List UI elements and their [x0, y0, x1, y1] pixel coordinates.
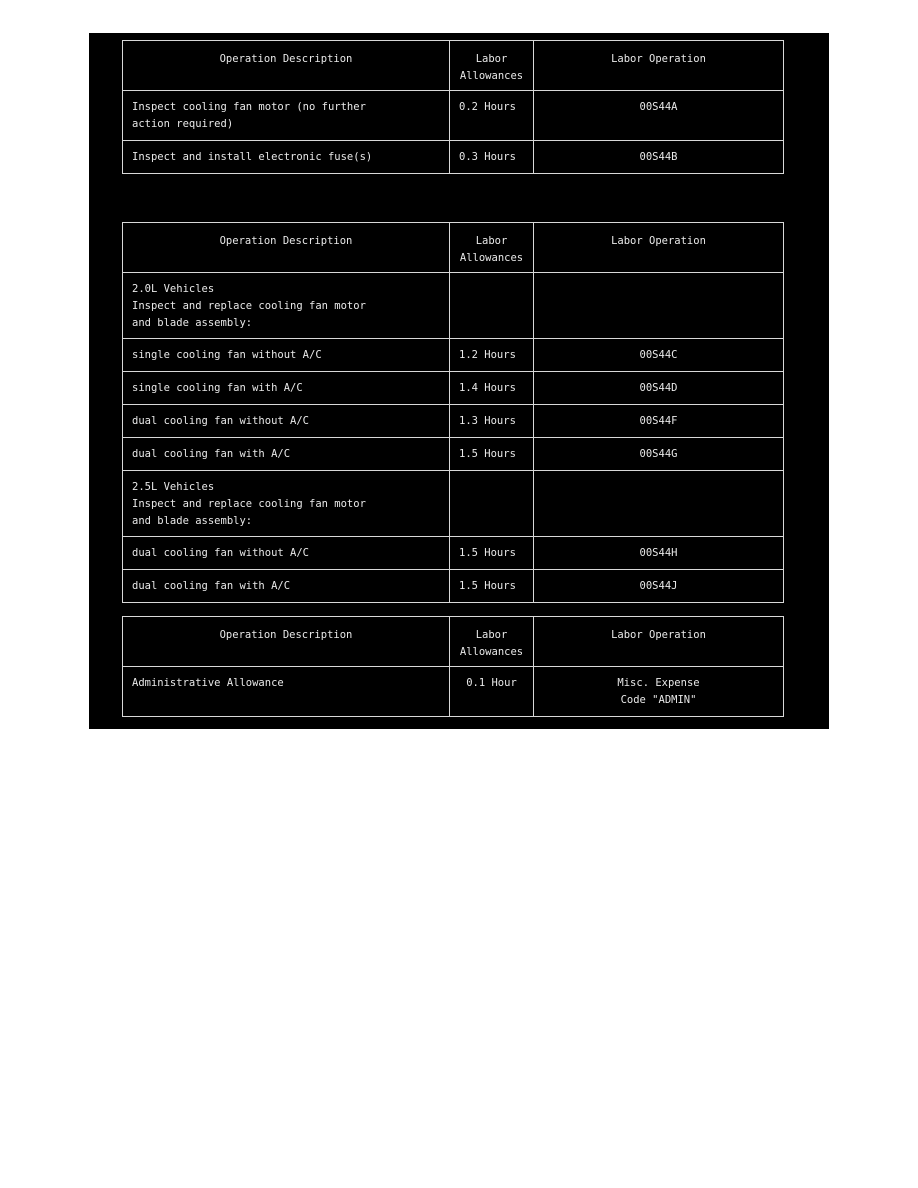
labor-operation-code: 00S44F	[534, 405, 784, 438]
operation-description: Inspect and install electronic fuse(s)	[123, 141, 450, 174]
table-row-section-2-0l	[123, 273, 784, 339]
labor-table-fan-motor-replacement	[122, 222, 784, 603]
table-row	[123, 537, 784, 570]
labor-operation-code: 00S44B	[534, 141, 784, 174]
table-row	[123, 372, 784, 405]
table-row	[123, 438, 784, 471]
table-row	[123, 405, 784, 438]
operation-description: dual cooling fan without A/C	[123, 537, 450, 570]
header-labor-allowances: Labor Allowances	[450, 223, 534, 273]
table-header-row	[123, 223, 784, 273]
header-operation-description: Operation Description	[123, 617, 450, 667]
operation-description: Administrative Allowance	[123, 667, 450, 717]
header-labor-operation: Labor Operation	[534, 223, 784, 273]
table-header-row	[123, 617, 784, 667]
table-row	[123, 667, 784, 717]
header-operation-description: Operation Description	[123, 223, 450, 273]
labor-allowance: 1.2 Hours	[450, 339, 534, 372]
operation-description: Inspect cooling fan motor (no further action required)	[123, 91, 450, 141]
labor-operation-code: 00S44J	[534, 570, 784, 603]
header-operation-description: Operation Description	[123, 41, 450, 91]
labor-operation-code: 00S44H	[534, 537, 784, 570]
labor-allowance: 0.2 Hours	[450, 91, 534, 141]
labor-table-administrative	[122, 616, 784, 717]
operation-description: dual cooling fan with A/C	[123, 570, 450, 603]
table-row	[123, 570, 784, 603]
labor-allowance: 1.5 Hours	[450, 537, 534, 570]
operation-description: 2.0L Vehicles Inspect and replace cooling fan motor and blade assembly:	[123, 273, 450, 339]
header-labor-allowances: Labor Allowances	[450, 617, 534, 667]
labor-allowance: 1.5 Hours	[450, 570, 534, 603]
table-row	[123, 339, 784, 372]
operation-description: 2.5L Vehicles Inspect and replace cooling fan motor and blade assembly:	[123, 471, 450, 537]
labor-allowance: 0.3 Hours	[450, 141, 534, 174]
header-labor-allowances: Labor Allowances	[450, 41, 534, 91]
table-header-row	[123, 41, 784, 91]
labor-operation-code: 00S44A	[534, 91, 784, 141]
labor-operation-code: 00S44D	[534, 372, 784, 405]
labor-operation-code: 00S44G	[534, 438, 784, 471]
table-row	[123, 91, 784, 141]
table-row	[123, 141, 784, 174]
header-labor-operation: Labor Operation	[534, 41, 784, 91]
scanned-document	[89, 33, 829, 729]
labor-allowance	[450, 273, 534, 339]
operation-description: single cooling fan without A/C	[123, 339, 450, 372]
labor-operation-code	[534, 471, 784, 537]
table-row-section-2-5l	[123, 471, 784, 537]
operation-description: dual cooling fan without A/C	[123, 405, 450, 438]
operation-description: single cooling fan with A/C	[123, 372, 450, 405]
labor-allowance: 1.4 Hours	[450, 372, 534, 405]
operation-description: dual cooling fan with A/C	[123, 438, 450, 471]
labor-operation-code: Misc. Expense Code "ADMIN"	[534, 667, 784, 717]
labor-allowance: 1.5 Hours	[450, 438, 534, 471]
labor-allowance	[450, 471, 534, 537]
labor-allowance: 0.1 Hour	[450, 667, 534, 717]
labor-table-fan-motor-inspection	[122, 40, 784, 174]
header-labor-operation: Labor Operation	[534, 617, 784, 667]
labor-operation-code: 00S44C	[534, 339, 784, 372]
labor-operation-code	[534, 273, 784, 339]
labor-allowance: 1.3 Hours	[450, 405, 534, 438]
